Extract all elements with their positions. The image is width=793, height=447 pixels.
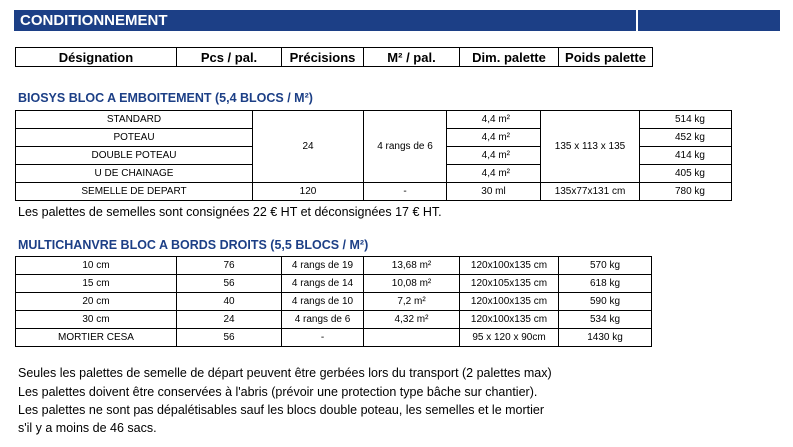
poids-cell: 590 kg [559,293,652,311]
precisions-cell: - [364,183,447,201]
m2-cell: 10,08 m² [364,275,460,293]
designation-cell: U DE CHAINAGE [16,165,253,183]
dim-cell: 120x100x135 cm [460,257,559,275]
designation-cell: POTEAU [16,129,253,147]
precisions-cell: 4 rangs de 19 [282,257,364,275]
designation-cell: MORTIER CESA [16,329,177,347]
col-designation: Désignation [16,48,177,67]
col-pcs: Pcs / pal. [177,48,282,67]
poids-cell: 1430 kg [559,329,652,347]
pcs-cell: 120 [253,183,364,201]
designation-cell: 10 cm [16,257,177,275]
precisions-cell: 4 rangs de 10 [282,293,364,311]
precisions-cell: - [282,329,364,347]
m2-cell: 4,4 m² [447,111,541,129]
pcs-cell: 56 [177,329,282,347]
pcs-cell: 40 [177,293,282,311]
note-line: Seules les palettes de semelle de départ peuvent être gerbées lors du transport (2 palettes max) [18,366,552,380]
designation-cell: 20 cm [16,293,177,311]
col-dim: Dim. palette [460,48,559,67]
pcs-cell: 56 [177,275,282,293]
m2-cell: 4,4 m² [447,147,541,165]
dim-cell: 95 x 120 x 90cm [460,329,559,347]
precisions-cell: 4 rangs de 14 [282,275,364,293]
m2-cell: 4,4 m² [447,165,541,183]
poids-cell: 405 kg [640,165,732,183]
m2-cell: 13,68 m² [364,257,460,275]
poids-cell: 452 kg [640,129,732,147]
column-header-table [15,47,653,67]
m2-cell: 30 ml [447,183,541,201]
table-row [16,183,732,201]
header-row [16,48,653,67]
pcs-cell: 24 [177,311,282,329]
table-row [16,311,652,329]
col-precisions: Précisions [282,48,364,67]
note-line: Les palettes ne sont pas dépalétisables sauf les blocs double poteau, les semelles et le mortier [18,403,545,417]
precisions-cell: 4 rangs de 6 [364,111,447,183]
m2-cell: 4,32 m² [364,311,460,329]
m2-cell: 4,4 m² [447,129,541,147]
poids-cell: 514 kg [640,111,732,129]
dim-cell: 135 x 113 x 135 [541,111,640,183]
multichanvre-table [15,256,652,347]
designation-cell: STANDARD [16,111,253,129]
table-row [16,111,732,129]
designation-cell: SEMELLE DE DEPART [16,183,253,201]
section-banner [14,10,780,31]
poids-cell: 780 kg [640,183,732,201]
dim-cell: 135x77x131 cm [541,183,640,201]
biosys-title: BIOSYS BLOC A EMBOITEMENT (5,4 BLOCS / M²) [18,91,313,105]
poids-cell: 534 kg [559,311,652,329]
col-poids: Poids palette [559,48,653,67]
precisions-cell: 4 rangs de 6 [282,311,364,329]
note-line: Les palettes doivent être conservées à l'abris (prévoir une protection type bâche sur chantier). [18,385,538,399]
pcs-cell: 76 [177,257,282,275]
poids-cell: 618 kg [559,275,652,293]
dim-cell: 120x100x135 cm [460,311,559,329]
poids-cell: 414 kg [640,147,732,165]
consigne-note: Les palettes de semelles sont consignées 22 € HT et déconsignées 17 € HT. [18,205,442,219]
poids-cell: 570 kg [559,257,652,275]
biosys-table [15,110,732,201]
dim-cell: 120x105x135 cm [460,275,559,293]
table-row [16,329,652,347]
dim-cell: 120x100x135 cm [460,293,559,311]
multichanvre-title: MULTICHANVRE BLOC A BORDS DROITS (5,5 BLOCS / M²) [18,238,369,252]
m2-cell: 7,2 m² [364,293,460,311]
col-m2: M² / pal. [364,48,460,67]
table-row [16,257,652,275]
designation-cell: 30 cm [16,311,177,329]
section-title: CONDITIONNEMENT [20,12,168,29]
designation-cell: DOUBLE POTEAU [16,147,253,165]
pcs-cell: 24 [253,111,364,183]
table-row [16,293,652,311]
m2-cell [364,329,460,347]
note-line: s'il y a moins de 46 sacs. [18,421,157,435]
banner-divider [636,10,638,31]
designation-cell: 15 cm [16,275,177,293]
table-row [16,275,652,293]
